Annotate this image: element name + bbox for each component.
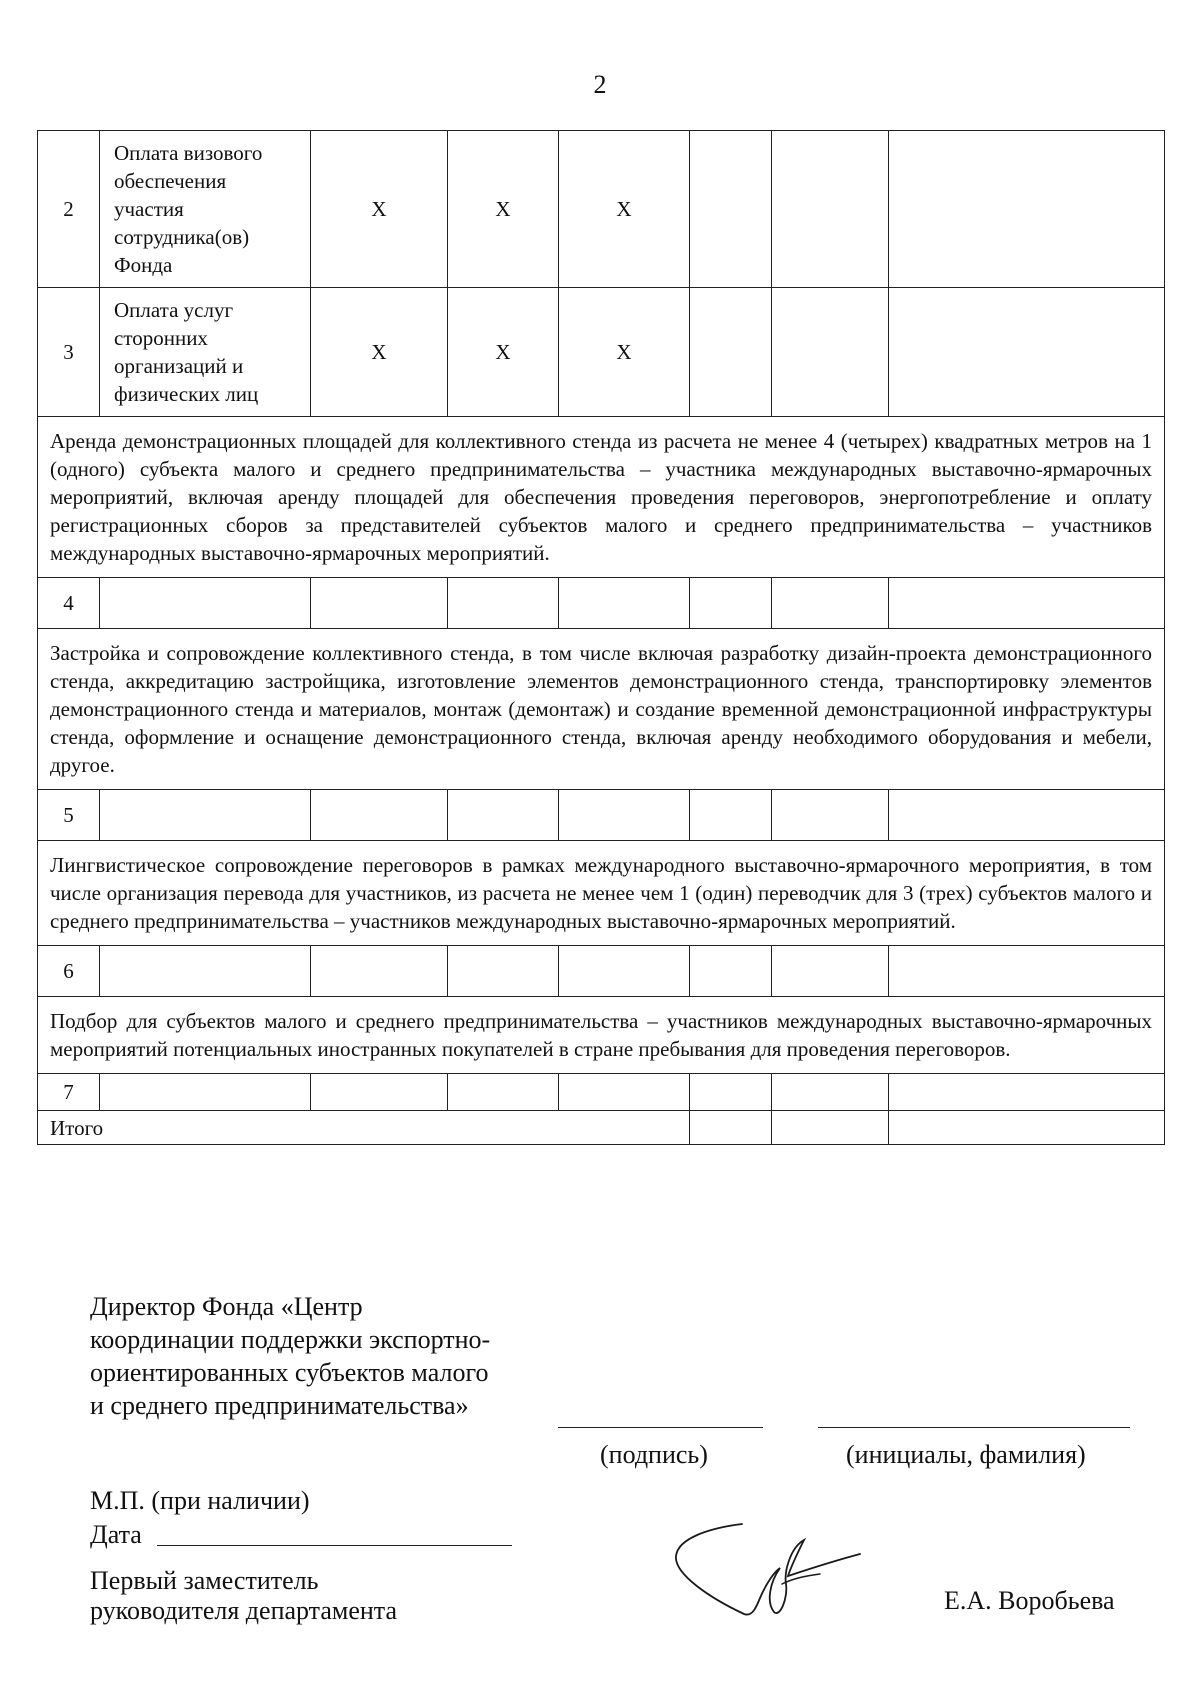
- empty-cell: [889, 946, 1165, 997]
- empty-cell: [100, 790, 311, 841]
- table-row: [38, 790, 1165, 841]
- page-number: 2: [593, 70, 607, 99]
- empty-cell: [311, 1074, 448, 1111]
- name-caption: (инициалы, фамилия): [846, 1440, 1086, 1469]
- director-title: [90, 1290, 490, 1422]
- section-row: [38, 417, 1165, 578]
- stamp-label: М.П. (при наличии): [90, 1486, 310, 1515]
- empty-cell: [100, 578, 311, 629]
- empty-cell: [559, 946, 690, 997]
- empty-cell: [772, 131, 889, 288]
- deputy-line: руководителя департамента: [90, 1596, 398, 1625]
- total-row: [38, 1111, 1165, 1145]
- empty-cell: [448, 578, 559, 629]
- section-description: Аренда демонстрационных площадей для коллективного стенда из расчета не менее 4 (четырех) квадратных метров на 1 (одного) субъекта малого и среднего предпринимательства – участника международных выставочно-ярмарочных мероприятий, включая аренду площадей для обеспечения проведения переговоров, энергопотребление и оплату регистрационных сборов за представителей субъектов малого и среднего предпринимательства – участников международных выставочно-ярмарочных мероприятий.: [38, 417, 1165, 578]
- x-mark: X: [448, 288, 559, 417]
- empty-cell: [100, 946, 311, 997]
- section-row: [38, 841, 1165, 946]
- empty-cell: [772, 288, 889, 417]
- x-mark: X: [448, 131, 559, 288]
- name-line: [818, 1427, 1130, 1428]
- director-line: ориентированных субъектов малого: [90, 1358, 489, 1387]
- row-number: 6: [38, 946, 100, 997]
- empty-cell: [889, 790, 1165, 841]
- empty-cell: [889, 578, 1165, 629]
- empty-cell: [448, 790, 559, 841]
- empty-cell: [889, 1111, 1165, 1145]
- empty-cell: [772, 946, 889, 997]
- empty-cell: [690, 131, 772, 288]
- empty-cell: [889, 1074, 1165, 1111]
- empty-cell: [559, 578, 690, 629]
- empty-cell: [448, 1074, 559, 1111]
- empty-cell: [311, 790, 448, 841]
- empty-cell: [772, 1111, 889, 1145]
- deputy-line: Первый заместитель: [90, 1566, 319, 1595]
- x-mark: X: [311, 131, 448, 288]
- date-label: Дата: [90, 1520, 142, 1549]
- empty-cell: [772, 790, 889, 841]
- date-line: [157, 1545, 512, 1546]
- table-row: [38, 1074, 1165, 1111]
- empty-cell: [690, 790, 772, 841]
- empty-cell: [889, 131, 1165, 288]
- row-number: 3: [38, 288, 100, 417]
- section-row: [38, 997, 1165, 1074]
- empty-cell: [889, 288, 1165, 417]
- handwritten-signature-icon: [670, 1518, 890, 1628]
- row-number: 5: [38, 790, 100, 841]
- section-description: Лингвистическое сопровождение переговоров в рамках международного выставочно-ярмарочного мероприятия, в том числе организация перевода для участников, из расчета не менее чем 1 (один) переводчик для 3 (трех) субъектов малого и среднего предпринимательства – участников международных выставочно-ярмарочных мероприятий.: [38, 841, 1165, 946]
- empty-cell: [690, 946, 772, 997]
- cost-table: [37, 130, 1165, 1145]
- signature-caption: (подпись): [600, 1440, 708, 1469]
- row-name: Оплата визового обеспечения участия сотрудника(ов) Фонда: [100, 131, 311, 288]
- empty-cell: [772, 578, 889, 629]
- empty-cell: [690, 1074, 772, 1111]
- x-mark: X: [311, 288, 448, 417]
- empty-cell: [559, 1074, 690, 1111]
- table-row: [38, 578, 1165, 629]
- table-row: [38, 946, 1165, 997]
- total-label: Итого: [38, 1111, 690, 1145]
- deputy-title: [90, 1566, 397, 1626]
- director-line: координации поддержки экспортно-: [90, 1325, 491, 1354]
- empty-cell: [690, 578, 772, 629]
- row-number: 7: [38, 1074, 100, 1111]
- empty-cell: [448, 946, 559, 997]
- empty-cell: [690, 288, 772, 417]
- table-row: [38, 131, 1165, 288]
- empty-cell: [772, 1074, 889, 1111]
- section-row: [38, 629, 1165, 790]
- stamp-block: [90, 1484, 310, 1552]
- row-name: Оплата услуг сторонних организаций и физических лиц: [100, 288, 311, 417]
- empty-cell: [100, 1074, 311, 1111]
- table-row: [38, 288, 1165, 417]
- empty-cell: [690, 1111, 772, 1145]
- section-description: Подбор для субъектов малого и среднего предпринимательства – участников международных выставочно-ярмарочных мероприятий потенциальных иностранных покупателей в стране пребывания для проведения переговоров.: [38, 997, 1165, 1074]
- row-number: 4: [38, 578, 100, 629]
- section-description: Застройка и сопровождение коллективного стенда, в том числе включая разработку дизайн-проекта демонстрационного стенда, аккредитацию застройщика, изготовление элементов демонстрационного стенда, транспортировку элементов демонстрационного стенда и материалов, монтаж (демонтаж) и создание временной демонстрационной инфраструктуры стенда, оформление и оснащение демонстрационного стенда, включая аренду необходимого оборудования и мебели, другое.: [38, 629, 1165, 790]
- row-number: 2: [38, 131, 100, 288]
- director-line: Директор Фонда «Центр: [90, 1292, 363, 1321]
- empty-cell: [311, 578, 448, 629]
- x-mark: X: [559, 288, 690, 417]
- director-line: и среднего предпринимательства»: [90, 1391, 469, 1420]
- deputy-name: Е.А. Воробьева: [944, 1586, 1115, 1615]
- empty-cell: [311, 946, 448, 997]
- signature-line: [558, 1427, 763, 1428]
- x-mark: X: [559, 131, 690, 288]
- empty-cell: [559, 790, 690, 841]
